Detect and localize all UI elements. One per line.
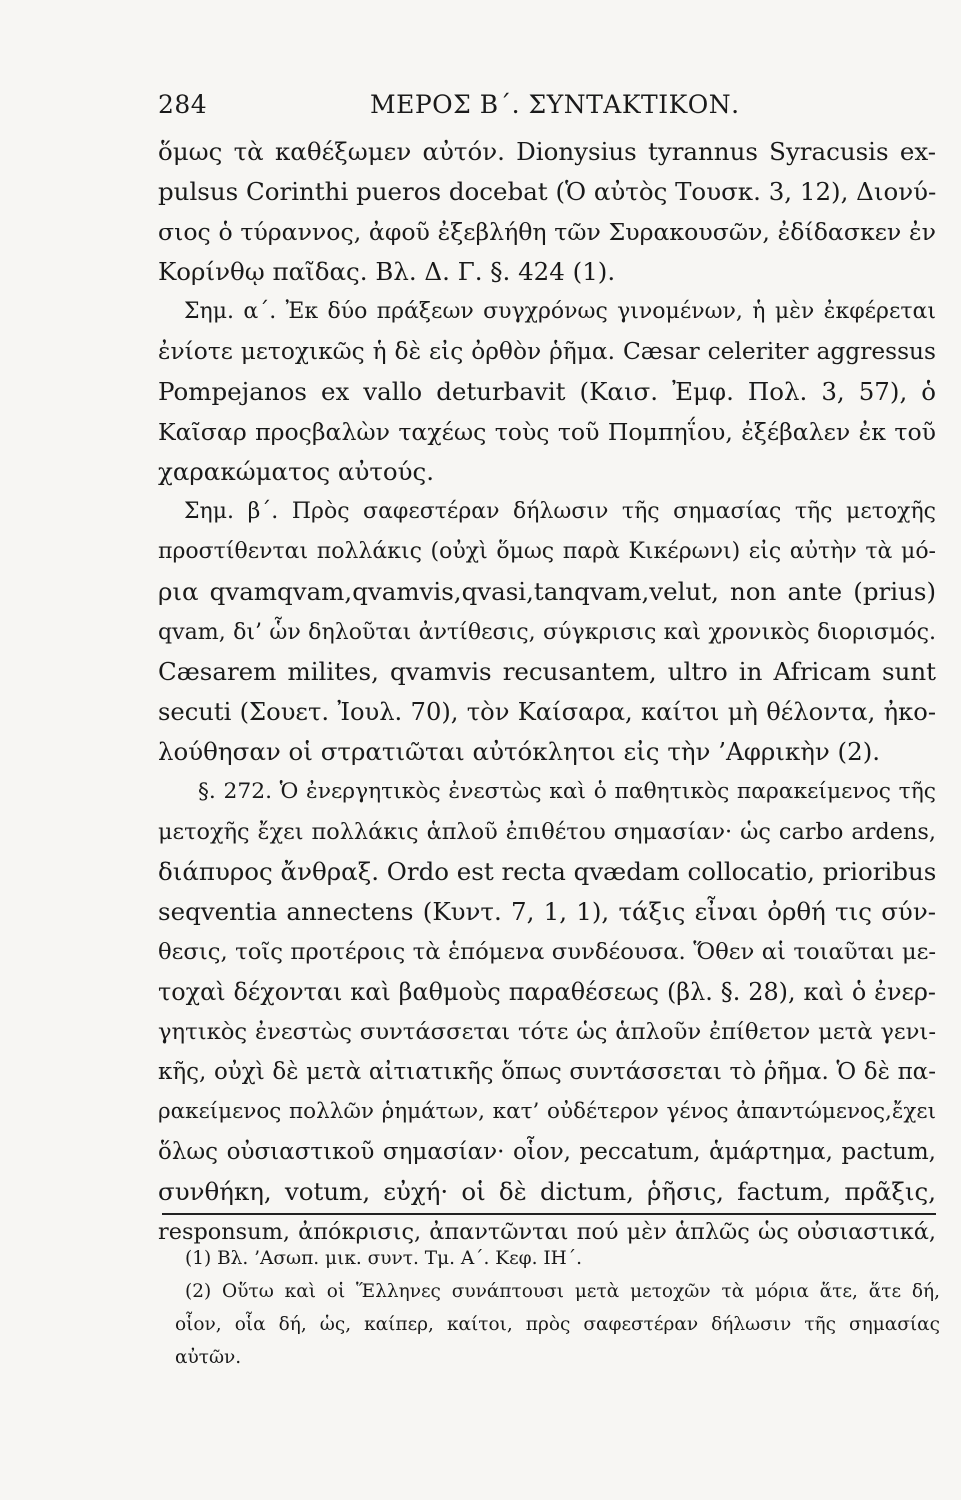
text-line: Καῖσαρ προςβαλὼν ταχέως τοὺς τοῦ Πομπηΐου, ἐξέβαλεν ἐκ τοῦ: [158, 418, 936, 446]
text-line: θεσις, τοῖς προτέροις τὰ ἑπόμενα συνδέουσα. Ὅθεν αἱ τοιαῦται με-: [158, 939, 936, 965]
footnote-line: αὐτῶν.: [175, 1347, 242, 1368]
text-line: Pompejanos ex vallo deturbavit (Καισ. Ἐμφ. Πολ. 3, 57), ὁ: [158, 377, 936, 406]
note-line: Σημ. α΄. Ἐκ δύο πράξεων συγχρόνως γινομένων, ἡ μὲν ἐκφέρεται: [184, 299, 936, 324]
note-line: Σημ. β΄. Πρὸς σαφεστέραν δήλωσιν τῆς σημασίας τῆς μετοχῆς: [184, 499, 936, 524]
text-line: προστίθενται πολλάκις (οὐχὶ ὅμως παρὰ Κικέρωνι) εἰς αὐτὴν τὰ μό-: [158, 539, 936, 564]
footnotes: [175, 1242, 940, 1374]
footnote-line: οἷον, οἷα δή, ὡς, καίπερ, καίτοι, πρὸς σαφεστέραν δήλωσιν τῆς σημασίας: [175, 1314, 940, 1335]
text-line: ρια qvamqvam,qvamvis,qvasi,tanqvam,velut, non ante (prius): [158, 577, 936, 606]
text-line: ὅμως τὰ καθέξωμεν αὐτόν. Dionysius tyrannus Syracusis ex-: [158, 137, 936, 166]
text-line: μετοχῆς ἔχει πολλάκις ἁπλοῦ ἐπιθέτου σημασίαν· ὡς carbo ardens,: [158, 819, 936, 845]
text-line: Κορίνθῳ παῖδας. Βλ. Δ. Γ. §. 424 (1).: [158, 257, 616, 286]
text-line: συνθήκη, votum, εὐχή· οἱ δὲ dictum, ῥῆσις, factum, πρᾶξις,: [158, 1177, 936, 1206]
text-line: διάπυρος ἄνθραξ. Ordo est recta qvædam collocatio, prioribus: [158, 857, 936, 886]
text-line: χαρακώματος αὐτούς.: [158, 457, 435, 486]
main-text: [158, 132, 936, 1252]
text-line: seqventia annectens (Κυντ. 7, 1, 1), τάξις εἶναι ὀρθή τις σύν-: [158, 897, 936, 926]
text-line: ὅλως οὐσιαστικοῦ σημασίαν· οἷον, peccatum, ἁμάρτημα, pactum,: [158, 1139, 936, 1165]
running-title: ΜΕΡΟΣ Β΄. ΣΥΝΤΑΚΤΙΚΟΝ.: [370, 90, 740, 119]
footnote-line: (1) Βλ. ’Ασωπ. μικ. συντ. Τμ. Α΄. Κεφ. ΙΗ΄.: [185, 1248, 582, 1269]
text-line: γητικὸς ἐνεστὼς συντάσσεται τότε ὡς ἁπλοῦν ἐπίθετον μετὰ γενι-: [158, 1019, 936, 1045]
footnote-line: (2) Οὕτω καὶ οἱ Ἕλληνες συνάπτουσι μετὰ μετοχῶν τὰ μόρια ἅτε, ἅτε δή,: [185, 1281, 940, 1302]
text-line: λούθησαν οἱ στρατιῶται αὐτόκλητοι εἰς τὴν ’Αφρικὴν (2).: [158, 737, 881, 766]
page-header: [158, 90, 928, 124]
text-line: σιος ὁ τύραννος, ἀφοῦ ἐξεβλήθη τῶν Συρακουσῶν, ἐδίδασκεν ἐν: [158, 218, 936, 246]
text-line: τοχαὶ δέχονται καὶ βαθμοὺς παραθέσεως (βλ. §. 28), καὶ ὁ ἐνερ-: [158, 978, 936, 1006]
text-line: Cæsarem milites, qvamvis recusantem, ultro in Africam sunt: [158, 657, 936, 686]
text-line: responsum, ἀπόκρισις, ἀπαντῶνται πού μὲν ἁπλῶς ὡς οὐσιαστικά,: [158, 1219, 936, 1245]
page-number: 284: [158, 90, 208, 119]
section-line: §. 272. Ὁ ἐνεργητικὸς ἐνεστὼς καὶ ὁ παθητικὸς παρακείμενος τῆς: [198, 779, 936, 804]
text-line: qvam, δι’ ὧν δηλοῦται ἀντίθεσις, σύγκρισις καὶ χρονικὸς διορισμός.: [158, 619, 936, 645]
text-line: κῆς, οὐχὶ δὲ μετὰ αἰτιατικῆς ὅπως συντάσσεται τὸ ῥῆμα. Ὁ δὲ πα-: [158, 1059, 936, 1085]
text-line: pulsus Corinthi pueros docebat (Ὁ αὐτὸς Τουσκ. 3, 12), Διονύ-: [158, 177, 936, 206]
footnote-divider: [162, 1213, 936, 1215]
text-line: secuti (Σουετ. Ἰουλ. 70), τὸν Καίσαρα, καίτοι μὴ θέλοντα, ἠκο-: [158, 698, 936, 726]
text-line: ρακείμενος πολλῶν ῥημάτων, κατ’ οὐδέτερον γένος ἀπαντώμενος,ἔχει: [158, 1099, 936, 1124]
text-line: ἐνίοτε μετοχικῶς ἡ δὲ εἰς ὀρθὸν ῥῆμα. Cæsar celeriter aggressus: [158, 338, 936, 365]
